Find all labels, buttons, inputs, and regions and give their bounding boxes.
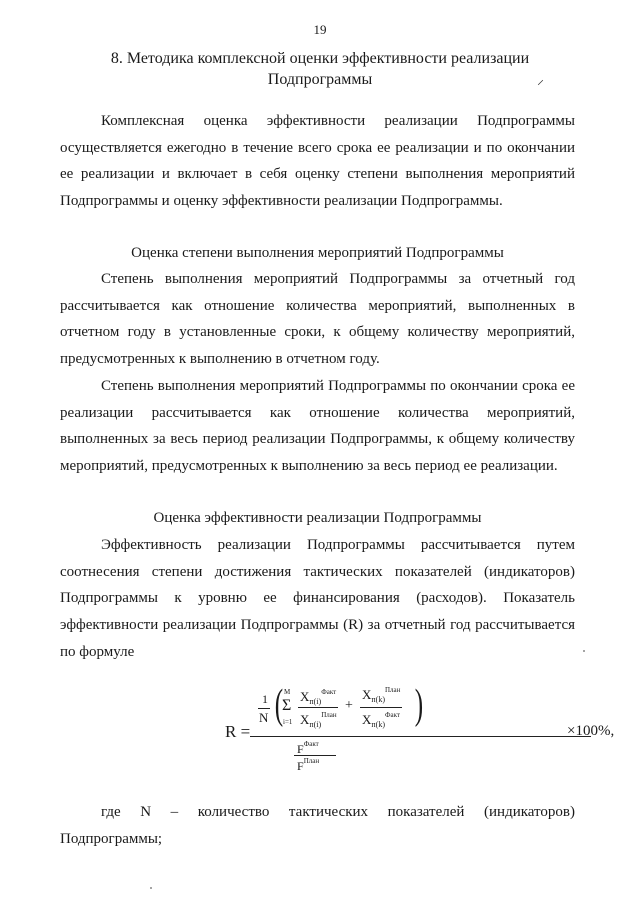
f-plan: $F^{План}$ [297, 757, 320, 773]
subheading-activities: Оценка степени выполнения мероприятий Подпрограммы [131, 245, 504, 261]
x-plan-i: $X_{п(i)}^{План}$ [300, 711, 337, 729]
efficiency-formula [222, 680, 615, 790]
formula-main-fraction-line [250, 736, 591, 737]
formula-one: 1 [262, 692, 268, 706]
sigma-symbol: Σ [282, 697, 292, 714]
fraction-line-1 [298, 707, 338, 708]
x-fact-i: $X_{п(i)}^{Факт}$ [300, 688, 337, 706]
left-paren: ( [274, 682, 284, 728]
paragraph-2: Степень выполнения мероприятий Подпрограммы за отчетный год рассчитывается как отношение количества мероприятий, выполненных в отчетном году в установленные сроки, к общему количеству мероприятий, предусмотренных к выполнению в отчетном году. [60, 271, 575, 368]
subheading-efficiency: Оценка эффективности реализации Подпрограммы [153, 510, 482, 526]
paragraph-1: Комплексная оценка эффективности реализации Подпрограммы осуществляется ежегодно в течение всего срока ее реализации и по окончании ее реализации и включает в себя оценку степени выполнения мероприятий Подпрограммы и оценку эффективности реализации Подпрограммы. [60, 113, 575, 210]
f-fact: $F^{Факт}$ [297, 740, 319, 756]
paragraph-5: где N – количество тактических показателей (индикаторов) Подпрограммы; [60, 804, 575, 847]
section-title: 8. Методика комплексной оценки эффективности реализации Подпрограммы [110, 50, 530, 88]
paragraph-3: Степень выполнения мероприятий Подпрограммы по окончании срока ее реализации рассчитывается как отношение количества мероприятий, выполненных за весь период реализации Подпрограммы, к общему количеству мероприятий, предусмотренных к выполнению за весь период ее реализации. [60, 378, 575, 475]
x-plan-k: $X_{п(k)}^{План}$ [362, 686, 401, 704]
formula-tail: ×100%, [567, 723, 615, 739]
page-number: 19 [313, 22, 327, 37]
sum-upper-limit: M [284, 688, 291, 696]
pen-mark-icon: ⸝ [537, 73, 544, 88]
fraction-line-2 [360, 707, 402, 708]
sum-lower-limit: i=1 [283, 718, 293, 726]
right-paren: ) [414, 682, 424, 728]
formula-lhs: R = [225, 722, 251, 741]
scan-speck [150, 887, 152, 889]
formula-N: N [259, 710, 269, 725]
f-fraction-line [294, 755, 336, 756]
plus-sign: + [345, 698, 353, 713]
paragraph-4: Эффективность реализации Подпрограммы рассчитывается путем соотнесения степени достижения тактических показателей (индикаторов) Подпрограммы к уровню ее финансирования (расходов). Показатель эффективности реализации Подпрограммы (R) за отчетный год рассчитывается по формуле [60, 537, 575, 660]
x-fact-k: $X_{п(k)}^{Факт}$ [362, 711, 401, 729]
formula-1-over-n-line [258, 708, 270, 709]
scan-speck [583, 650, 585, 652]
